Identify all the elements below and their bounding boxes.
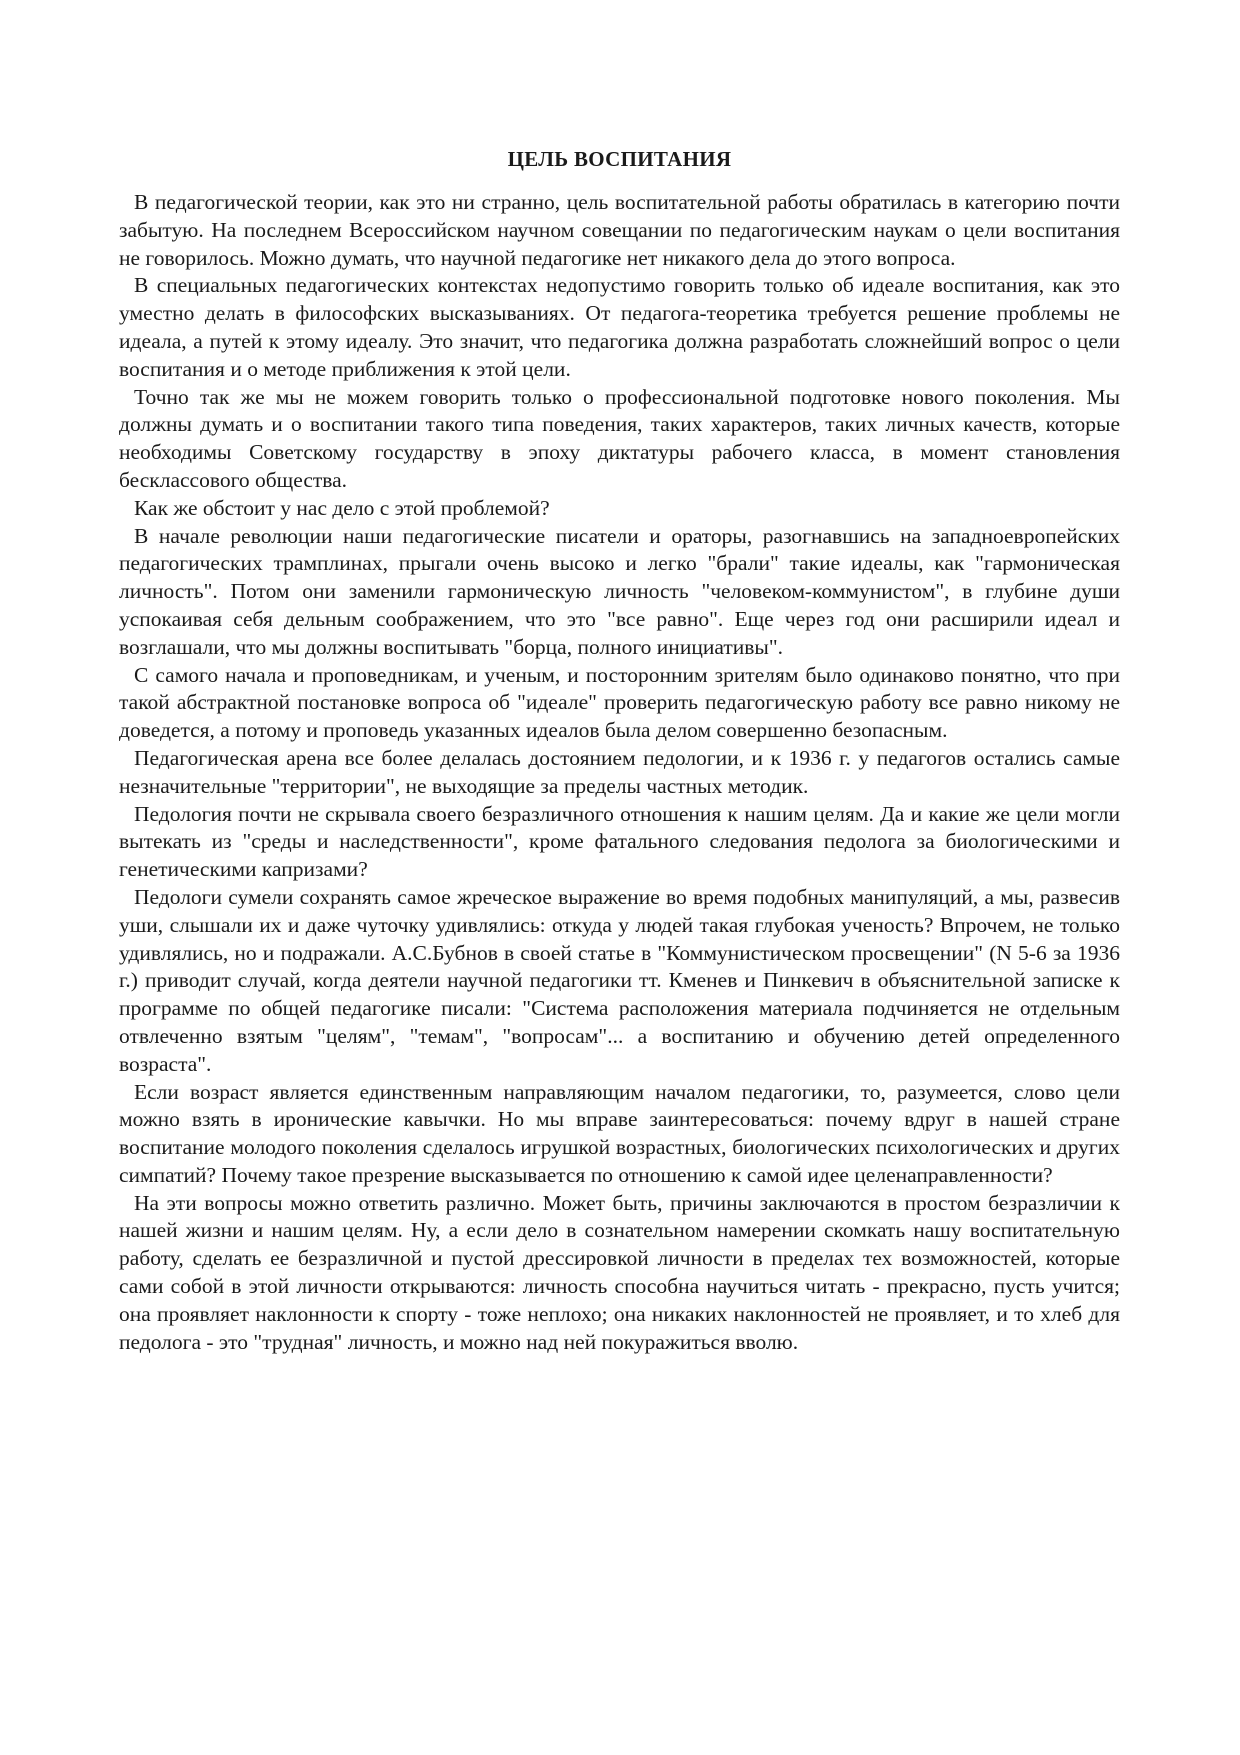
document-title: ЦЕЛЬ ВОСПИТАНИЯ <box>507 147 732 171</box>
document-body <box>119 146 1120 1356</box>
paragraph-2: В специальных педагогических контекстах недопустимо говорить только об идеале воспитания, как это уместно делать в философских высказываниях. От педагога-теоретика требуется решение проблемы не идеала, а путей к этому идеалу. Это значит, что педагогика должна разработать сложнейший вопрос о цели воспитания и о методе приближения к этой цели. <box>119 273 1120 381</box>
paragraph-5: В начале революции наши педагогические писатели и ораторы, разогнавшись на западноевропейских педагогических трамплинах, прыгали очень высоко и легко "брали" такие идеалы, как "гармоническая личность". Потом они заменили гармоническую личность "человеком-коммунистом", в глубине души успокаивая себя дельным соображением, что это "все равно". Еще через год они расширили идеал и возглашали, что мы должны воспитывать "борца, полного инициативы". <box>119 523 1120 659</box>
paragraph-4: Как же обстоит у нас дело с этой проблемой? <box>134 495 550 520</box>
paragraph-7: Педагогическая арена все более делалась достоянием педологии, и к 1936 г. у педагогов остались самые незначительные "территории", не выходящие за пределы частных методик. <box>119 745 1120 798</box>
paragraph-1: В педагогической теории, как это ни странно, цель воспитательной работы обратилась в категорию почти забытую. На последнем Всероссийском научном совещании по педагогическим наукам о цели воспитания не говорилось. Можно думать, что научной педагогике нет никакого дела до этого вопроса. <box>119 190 1120 270</box>
paragraph-6: С самого начала и проповедникам, и ученым, и посторонним зрителям было одинаково понятно, что при такой абстрактной постановке вопроса об "идеале" проверить педагогическую работу все равно никому не доведется, а потому и проповедь указанных идеалов была делом совершенно безопасным. <box>119 662 1120 743</box>
paragraph-3: Точно так же мы не можем говорить только о профессиональной подготовке нового поколения. Мы должны думать и о воспитании такого типа поведения, таких характеров, таких личных качеств, которые необходимы Советскому государству в эпоху диктатуры рабочего класса, в момент становления бесклассового общества. <box>119 384 1120 492</box>
paragraph-9: Педологи сумели сохранять самое жреческое выражение во время подобных манипуляций, а мы, развесив уши, слышали их и даже чуточку удивлялись: откуда у людей такая глубокая ученость? Впрочем, не только удивлялись, но и подражали. А.С.Бубнов в своей статье в "Коммунистическом просвещении" (N 5-6 за 1936 г.) приводит случай, когда деятели научной педагогики тт. Кменев и Пинкевич в объяснительной записке к программе по общей педагогике писали: "Система расположения материала подчиняется не отдельным отвлеченно взятым "целям", "темам", "вопросам"... а воспитанию и обучению детей определенного возраста". <box>119 884 1120 1076</box>
paragraph-8: Педология почти не скрывала своего безразличного отношения к нашим целям. Да и какие же цели могли вытекать из "среды и наследственности", кроме фатального следования педолога за биологическими и генетическими капризами? <box>119 801 1120 882</box>
paragraph-11: На эти вопросы можно ответить различно. Может быть, причины заключаются в простом безразличии к нашей жизни и нашим целям. Ну, а если дело в сознательном намерении скомкать нашу воспитательную работу, сделать ее безразличной и пустой дрессировкой личности в пределах тех возможностей, которые сами собой в этой личности открываются: личность способна научиться читать - прекрасно, пусть учится; она проявляет наклонности к спорту - тоже неплохо; она никаких наклонностей не проявляет, и то хлеб для педолога - это "трудная" личность, и можно над ней покуражиться вволю. <box>119 1190 1120 1354</box>
paragraph-10: Если возраст является единственным направляющим началом педагогики, то, разумеется, слово цели можно взять в иронические кавычки. Но мы вправе заинтересоваться: почему вдруг в нашей стране воспитание молодого поколения сделалось игрушкой возрастных, биологических психологических и других симпатий? Почему такое презрение высказывается по отношению к самой идее целенаправленности? <box>119 1079 1120 1187</box>
